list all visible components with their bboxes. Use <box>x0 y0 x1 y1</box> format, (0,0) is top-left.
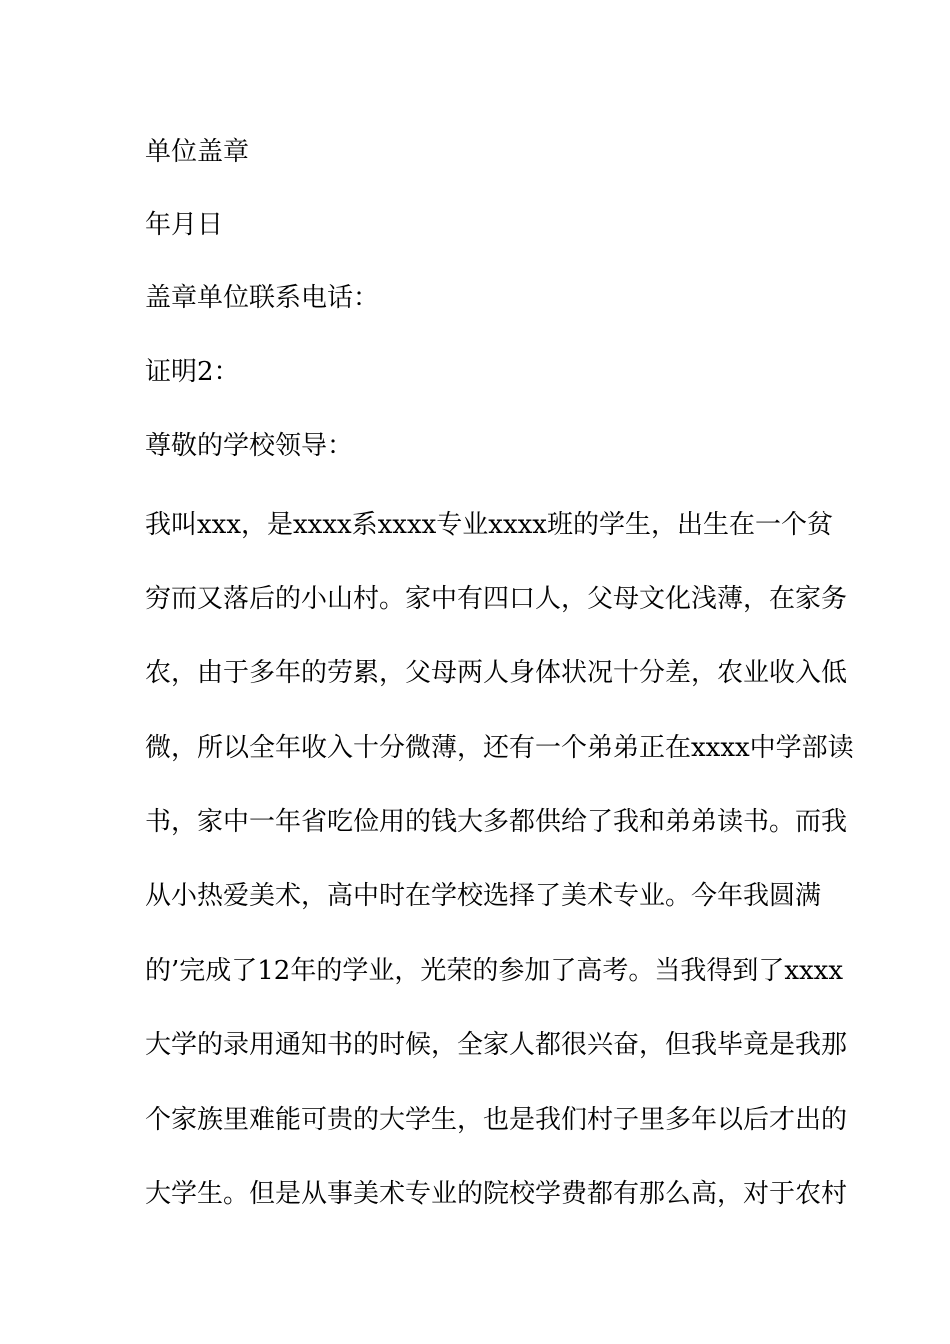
body-line: 微，所以全年收入十分微薄，还有一个弟弟正在xxxx中学部读 <box>145 733 854 763</box>
body-line: 大学生。但是从事美术专业的院校学费都有那么高，对于农村 <box>145 1179 848 1209</box>
body-line: 穷而又落后的小山村。家中有四口人，父母文化浅薄，在家务 <box>145 584 848 614</box>
body-line: 农，由于多年的劳累，父母两人身体状况十分差，农业收入低 <box>145 658 848 688</box>
body-line: 从小热爱美术，高中时在学校选择了美术专业。今年我圆满 <box>145 881 822 911</box>
body-line: 个家族里难能可贵的大学生，也是我们村子里多年以后才出的 <box>145 1105 848 1135</box>
stamp-phone-line: 盖章单位联系电话： <box>145 283 380 313</box>
stamp-line: 单位盖章 <box>145 137 250 167</box>
body-line: 的’完成了12年的学业，光荣的参加了高考。当我得到了xxxx <box>145 956 844 986</box>
certificate-heading: 证明2： <box>145 357 240 387</box>
body-line: 书，家中一年省吃俭用的钱大多都供给了我和弟弟读书。而我 <box>145 807 848 837</box>
body-line: 我叫xxx，是xxxx系xxxx专业xxxx班的学生，出生在一个贫 <box>145 510 833 540</box>
body-line: 大学的录用通知书的时候，全家人都很兴奋，但我毕竟是我那 <box>145 1030 848 1060</box>
date-line: 年月日 <box>145 210 224 240</box>
salutation: 尊敬的学校领导： <box>145 431 354 461</box>
